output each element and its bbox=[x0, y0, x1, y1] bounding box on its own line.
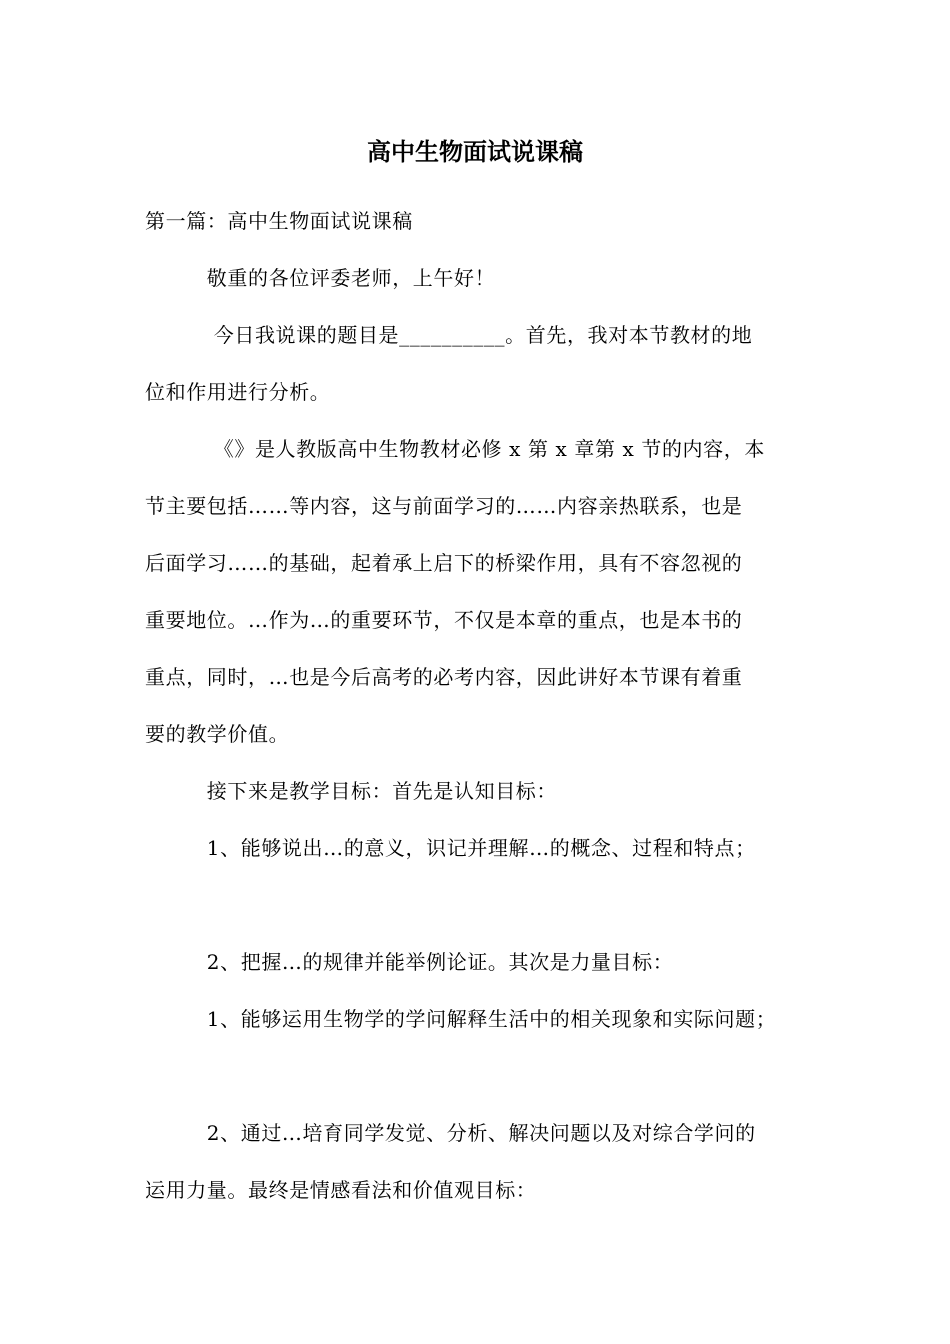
section-heading: 第一篇：高中生物面试说课稿 bbox=[145, 209, 413, 233]
paragraph-line: 今日我说课的题目是__________。首先，我对本节教材的地 bbox=[145, 323, 753, 347]
paragraph-line: 位和作用进行分析。 bbox=[145, 380, 331, 404]
list-item: 2、通过…培育同学发觉、分析、解决问题以及对综合学问的 bbox=[145, 1121, 756, 1145]
document-title: 高中生物面试说课稿 bbox=[367, 138, 583, 166]
paragraph-line: 运用力量。最终是情感看法和价值观目标： bbox=[145, 1178, 537, 1202]
paragraph-line: 节主要包括……等内容，这与前面学习的……内容亲热联系，也是 bbox=[145, 494, 743, 518]
paragraph-line: 接下来是教学目标：首先是认知目标： bbox=[145, 779, 557, 803]
paragraph-line: 重点，同时，…也是今后高考的必考内容，因此讲好本节课有着重 bbox=[145, 665, 743, 689]
paragraph-line: 重要地位。…作为…的重要环节，不仅是本章的重点，也是本书的 bbox=[145, 608, 743, 632]
paragraph-line: 《》是人教版高中生物教材必修 x 第 x 章第 x 节的内容，本 bbox=[145, 437, 765, 461]
paragraph-line: 后面学习……的基础，起着承上启下的桥梁作用，具有不容忽视的 bbox=[145, 551, 743, 575]
greeting-line: 敬重的各位评委老师，上午好！ bbox=[145, 266, 496, 290]
paragraph-line: 要的教学价值。 bbox=[145, 722, 290, 746]
list-item: 2、把握…的规律并能举例论证。其次是力量目标： bbox=[145, 950, 674, 974]
list-item: 1、能够说出…的意义，识记并理解…的概念、过程和特点； bbox=[145, 836, 756, 860]
list-item: 1、能够运用生物学的学问解释生活中的相关现象和实际问题； bbox=[145, 1007, 777, 1031]
